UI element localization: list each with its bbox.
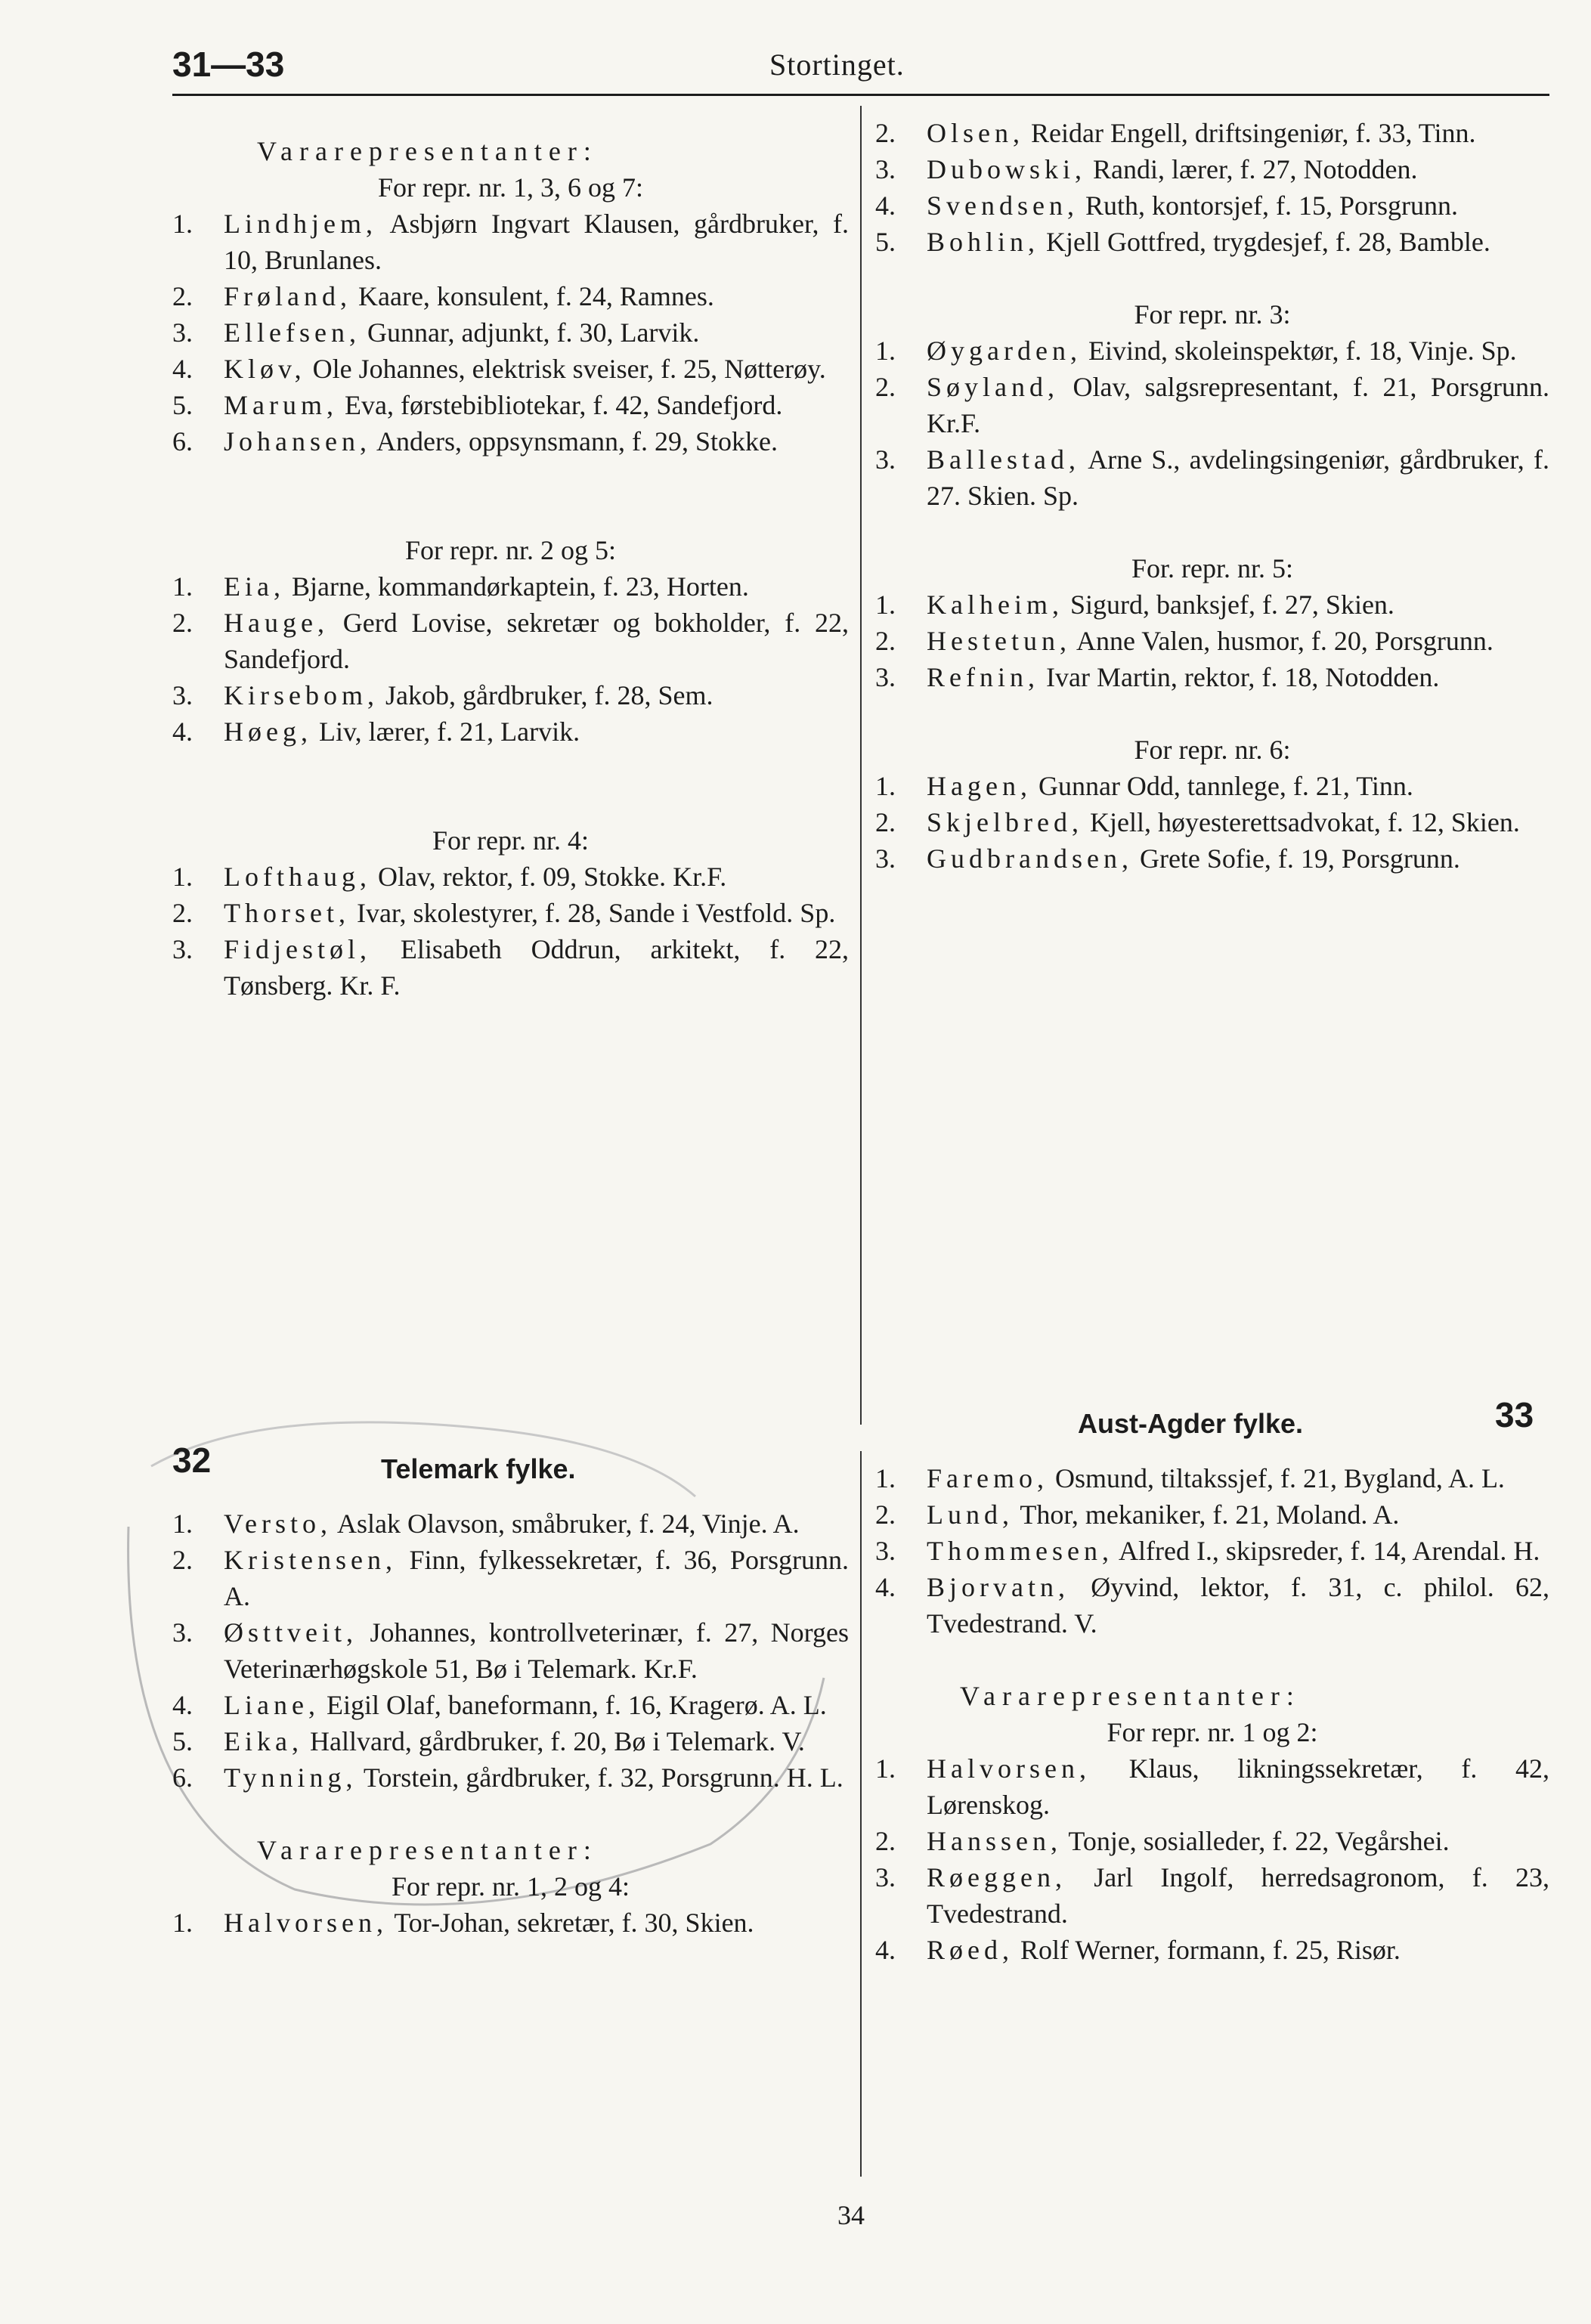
list-item: 3. Dubowski, Randi, lærer, f. 27, Notodden. xyxy=(875,154,1418,184)
publication-title: Stortinget. xyxy=(769,48,905,82)
entry-list xyxy=(875,333,1549,514)
list-item: 2. Hestetun, Anne Valen, husmor, f. 20, Porsgrunn. xyxy=(875,626,1493,656)
list-item: 3. Røeggen, Jarl Ingolf, herredsagronom, f. 23, Tvedestrand. xyxy=(875,1862,1549,1929)
list-item: 1. Halvorsen, Klaus, likningssekretær, f. 42, Lørenskog. xyxy=(875,1753,1550,1820)
column-divider-top xyxy=(860,106,862,1425)
list-item: 5. Eika, Hallvard, gårdbruker, f. 20, Bø i Telemark. V. xyxy=(172,1726,805,1756)
list-item: 5. Marum, Eva, førstebibliotekar, f. 42, Sandefjord. xyxy=(172,390,783,420)
entry-list xyxy=(875,1460,1549,1642)
subheading: For. repr. nr. 5: xyxy=(1131,553,1293,583)
list-item: 5. Bohlin, Kjell Gottfred, trygdesjef, f. 28, Bamble. xyxy=(875,227,1490,257)
list-item: 2. Hauge, Gerd Lovise, sekretær og bokholder, f. 22, Sandefjord. xyxy=(172,608,850,674)
section-heading-vararepresentanter: Vararepresentanter: xyxy=(257,1835,598,1865)
list-item: 3. Refnin, Ivar Martin, rektor, f. 18, Notodden. xyxy=(875,662,1440,692)
header-rule xyxy=(172,94,1549,96)
list-item: 1. Lindhjem, Asbjørn Ingvart Klausen, gårdbruker, f. 10, Brunlanes. xyxy=(172,209,850,275)
subheading: For repr. nr. 1, 2 og 4: xyxy=(392,1871,630,1902)
subheading: For repr. nr. 6: xyxy=(1134,735,1291,765)
list-item: 6. Johansen, Anders, oppsynsmann, f. 29, Stokke. xyxy=(172,426,778,456)
list-item: 2. Hanssen, Tonje, sosialleder, f. 22, Vegårshei. xyxy=(875,1826,1450,1856)
list-item: 3. Ellefsen, Gunnar, adjunkt, f. 30, Larvik. xyxy=(172,317,700,348)
right-column-top xyxy=(875,115,1549,877)
list-item: 6. Tynning, Torstein, gårdbruker, f. 32, Porsgrunn. H. L. xyxy=(172,1762,843,1793)
entry-list xyxy=(172,568,849,750)
list-item: 3. Fidjestøl, Elisabeth Oddrun, arkitekt, f. 22, Tønsberg. Kr. F. xyxy=(172,934,850,1001)
list-item: 4. Kløv, Ole Johannes, elektrisk sveiser, f. 25, Nøtterøy. xyxy=(172,354,826,384)
list-item: 3. Østtveit, Johannes, kontrollveterinær, f. 27, Norges Veterinærhøgskole 51, Bø i Telemark. Kr.F. xyxy=(172,1617,850,1684)
county-title: Aust-Agder fylke. xyxy=(1078,1408,1304,1439)
section-heading-vararepresentanter: Vararepresentanter: xyxy=(960,1681,1301,1711)
subheading: For repr. nr. 4: xyxy=(432,825,589,856)
list-item: 2. Lund, Thor, mekaniker, f. 21, Moland. A. xyxy=(875,1499,1400,1530)
list-item: 1. Hagen, Gunnar Odd, tannlege, f. 21, Tinn. xyxy=(875,771,1413,801)
subheading: For repr. nr. 2 og 5: xyxy=(405,535,616,565)
subheading: For repr. nr. 1 og 2: xyxy=(1107,1717,1318,1747)
list-item: 3. Kirsebom, Jakob, gårdbruker, f. 28, Sem. xyxy=(172,680,713,710)
entry-list xyxy=(172,859,849,1004)
county-heading xyxy=(875,1397,1549,1442)
list-item: 4. Høeg, Liv, lærer, f. 21, Larvik. xyxy=(172,716,580,747)
subheading: For repr. nr. 3: xyxy=(1134,299,1291,330)
section-heading-vararepresentanter: Vararepresentanter: xyxy=(257,136,598,166)
entry-list xyxy=(172,206,849,460)
county-heading xyxy=(172,1442,849,1487)
entry-list xyxy=(875,768,1549,877)
list-item: 2. Skjelbred, Kjell, høyesterettsadvokat, f. 12, Skien. xyxy=(875,807,1520,837)
list-item: 1. Eia, Bjarne, kommandørkaptein, f. 23, Horten. xyxy=(172,571,749,602)
list-item: 3. Thommesen, Alfred I., skipsreder, f. 14, Arendal. H. xyxy=(875,1536,1540,1566)
list-item: 2. Olsen, Reidar Engell, driftsingeniør, f. 33, Tinn. xyxy=(875,118,1476,148)
list-item: 1. Faremo, Osmund, tiltakssjef, f. 21, Bygland, A. L. xyxy=(875,1463,1505,1493)
page-number: 34 xyxy=(837,2200,865,2230)
left-column-telemark xyxy=(172,1442,849,1941)
county-number: 33 xyxy=(1495,1395,1534,1434)
list-item: 2. Kristensen, Finn, fylkessekretær, f. 36, Porsgrunn. A. xyxy=(172,1545,850,1611)
entry-list xyxy=(875,115,1549,260)
entry-list xyxy=(172,1505,849,1796)
county-number: 32 xyxy=(172,1441,212,1480)
page-range: 31—33 xyxy=(172,45,285,84)
left-column-top xyxy=(172,133,849,1004)
list-item: 4. Bjorvatn, Øyvind, lektor, f. 31, c. philol. 62, Tvedestrand. V. xyxy=(875,1572,1549,1639)
subheading: For repr. nr. 1, 3, 6 og 7: xyxy=(378,172,643,203)
list-item: 1. Lofthaug, Olav, rektor, f. 09, Stokke. Kr.F. xyxy=(172,862,727,892)
list-item: 2. Søyland, Olav, salgsrepresentant, f. 21, Porsgrunn. Kr.F. xyxy=(875,372,1550,438)
list-item: 2. Thorset, Ivar, skolestyrer, f. 28, Sande i Vestfold. Sp. xyxy=(172,898,836,928)
list-item: 3. Ballestad, Arne S., avdelingsingeniør, gårdbruker, f. 27. Skien. Sp. xyxy=(875,444,1549,511)
county-title: Telemark fylke. xyxy=(381,1453,576,1484)
right-column-austagder xyxy=(875,1397,1549,1968)
list-item: 4. Svendsen, Ruth, kontorsjef, f. 15, Porsgrunn. xyxy=(875,190,1458,221)
entry-list xyxy=(875,1750,1549,1968)
entry-list xyxy=(172,1905,849,1941)
list-item: 1. Versto, Aslak Olavson, småbruker, f. 24, Vinje. A. xyxy=(172,1509,800,1539)
list-item: 3. Gudbrandsen, Grete Sofie, f. 19, Porsgrunn. xyxy=(875,843,1460,874)
list-item: 1. Øygarden, Eivind, skoleinspektør, f. 18, Vinje. Sp. xyxy=(875,336,1517,366)
list-item: 1. Kalheim, Sigurd, banksjef, f. 27, Skien. xyxy=(875,590,1394,620)
list-item: 4. Røed, Rolf Werner, formann, f. 25, Risør. xyxy=(875,1935,1401,1965)
list-item: 1. Halvorsen, Tor-Johan, sekretær, f. 30, Skien. xyxy=(172,1908,754,1938)
list-item: 4. Liane, Eigil Olaf, baneformann, f. 16, Kragerø. A. L. xyxy=(172,1690,827,1720)
entry-list xyxy=(875,586,1549,695)
list-item: 2. Frøland, Kaare, konsulent, f. 24, Ramnes. xyxy=(172,281,714,311)
